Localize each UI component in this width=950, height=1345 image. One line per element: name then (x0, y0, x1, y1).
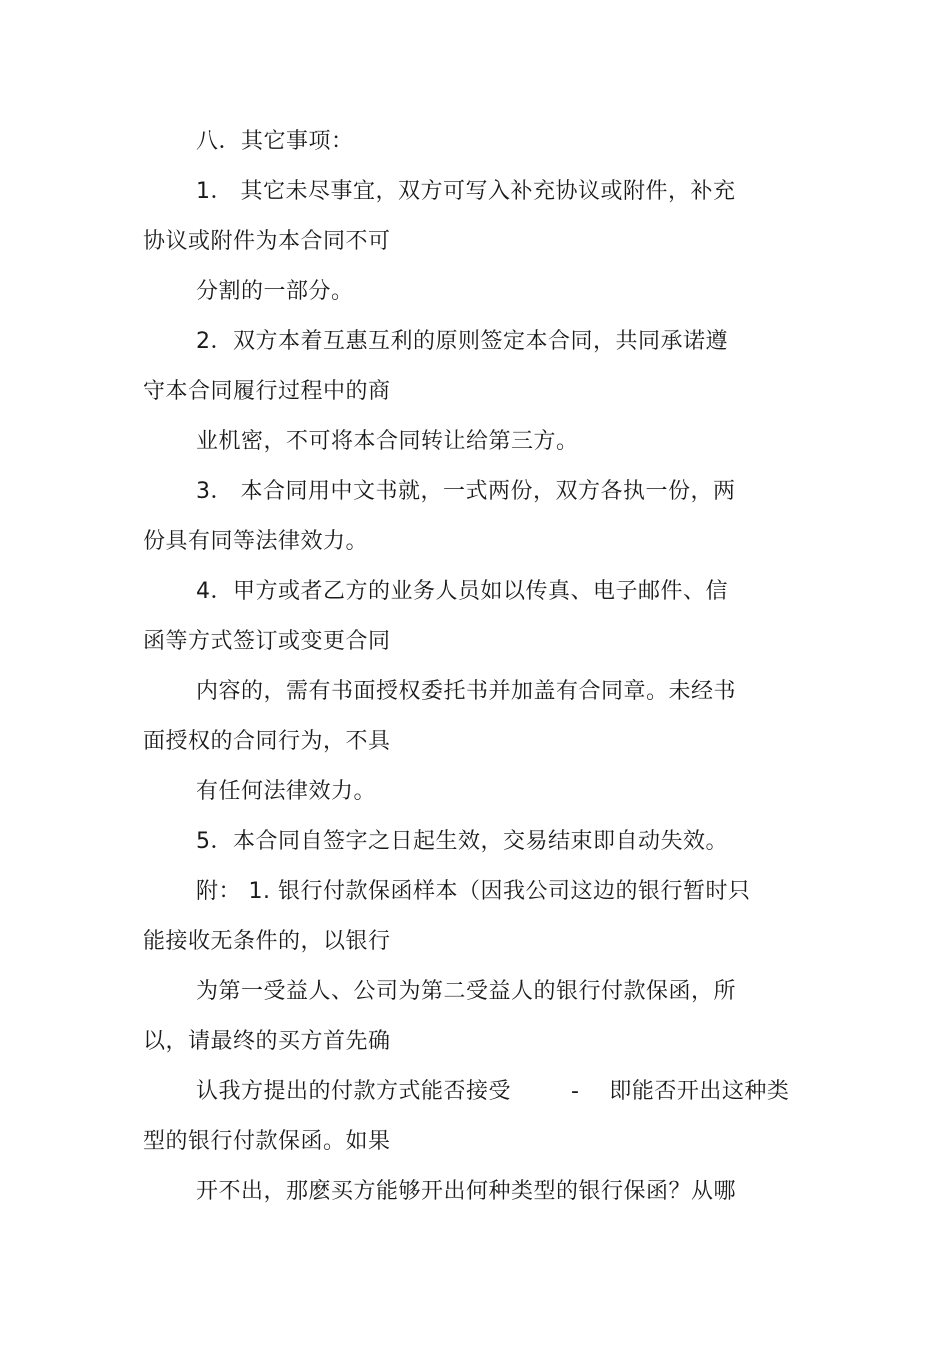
paragraph-line: 能接收无条件的，以银行 (143, 929, 391, 954)
paragraph-line: 3． 本合同用中文书就，一式两份，双方各执一份，两 (196, 479, 736, 504)
paragraph-line: 4．甲方或者乙方的业务人员如以传真、电子邮件、信 (196, 579, 728, 604)
paragraph-line: 守本合同履行过程中的商 (143, 379, 391, 404)
paragraph-line: 认我方提出的付款方式能否接受 - 即能否开出这种类 (196, 1079, 790, 1104)
paragraph-line: 业机密，不可将本合同转让给第三方。 (196, 429, 579, 454)
paragraph-line: 为第一受益人、公司为第二受益人的银行付款保函，所 (196, 979, 737, 1004)
paragraph-line: 函等方式签订或变更合同 (143, 629, 391, 654)
paragraph-line: 份具有同等法律效力。 (143, 529, 369, 554)
paragraph-line: 协议或附件为本合同不可 (143, 229, 391, 254)
attachment-line: 附： 1. 银行付款保函样本（因我公司这边的银行暂时只 (196, 879, 751, 904)
paragraph-line: 型的银行付款保函。如果 (143, 1129, 391, 1154)
paragraph-line: 内容的，需有书面授权委托书并加盖有合同章。未经书 (196, 679, 737, 704)
paragraph-line: 以，请最终的买方首先确 (143, 1029, 391, 1054)
paragraph-line: 面授权的合同行为，不具 (143, 729, 391, 754)
paragraph-line: 2．双方本着互惠互利的原则签定本合同，共同承诺遵 (196, 329, 728, 354)
paragraph-line: 分割的一部分。 (196, 279, 354, 304)
paragraph-line: 5．本合同自签字之日起生效，交易结束即自动失效。 (196, 829, 728, 854)
paragraph-line: 1． 其它未尽事宜，双方可写入补充协议或附件，补充 (196, 179, 736, 204)
paragraph-line: 开不出，那麽买方能够开出何种类型的银行保函？从哪 (196, 1179, 737, 1204)
section-heading: 八．其它事项： (196, 129, 354, 154)
paragraph-line: 有任何法律效力。 (196, 779, 377, 804)
